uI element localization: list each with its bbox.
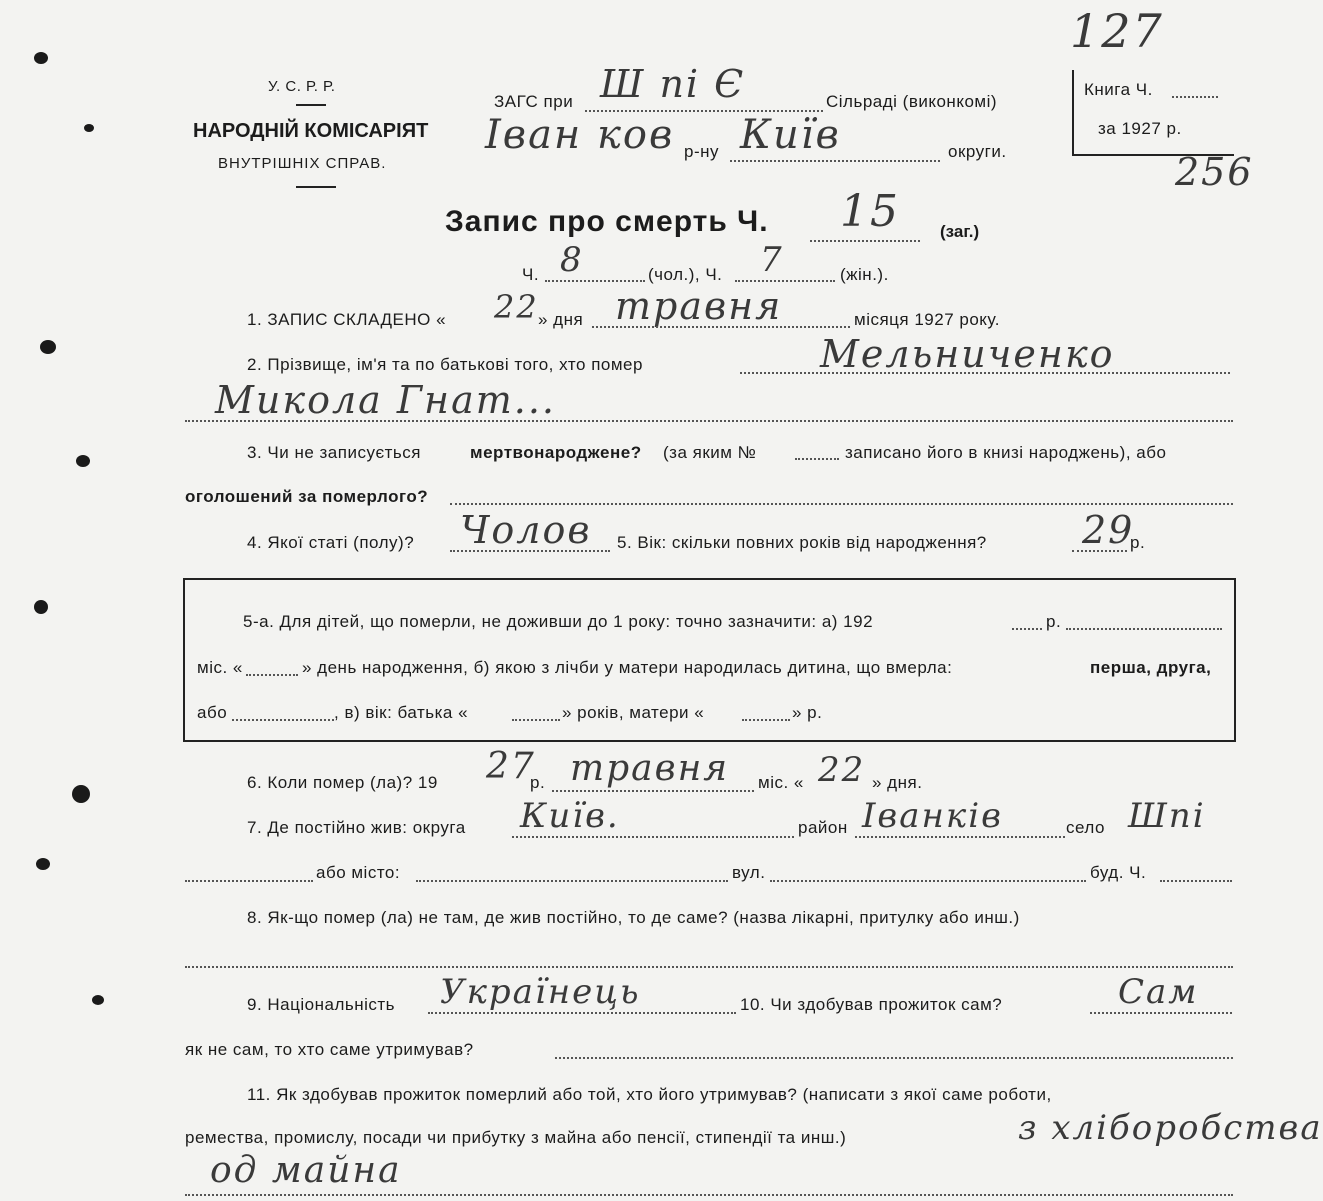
field-4-label: 4. Якої статі (полу)? bbox=[247, 533, 415, 552]
header-internal-affairs: ВНУТРІШНІХ СПРАВ. bbox=[218, 155, 387, 172]
infant-line-2-b: » день народження, б) якою з лічби у матери народилась дитина, що вмерла: bbox=[302, 658, 953, 677]
field-10-label: 10. Чи здобував прожиток сам? bbox=[740, 995, 1003, 1014]
field-9-dots bbox=[428, 1012, 736, 1014]
female-count: 7 bbox=[760, 240, 784, 280]
field-3-number-dots bbox=[795, 458, 839, 460]
field-7b-vul-dots bbox=[770, 880, 1086, 882]
field-1-month: травня bbox=[615, 284, 783, 328]
infant-line-3-d: » р. bbox=[792, 703, 823, 722]
male-count: 8 bbox=[560, 240, 584, 280]
field-7-selo: Шпі bbox=[1128, 796, 1206, 836]
field-7b-vul: вул. bbox=[732, 863, 766, 882]
field-11b-label: ремества, промислу, посади чи прибутку з майна або пенсії, стипендії та инш.) bbox=[185, 1128, 847, 1147]
field-7b-misto: або місто: bbox=[316, 863, 401, 882]
zags-village-value: Ш пі Є bbox=[600, 62, 746, 106]
field-2-surname: Мельниченко bbox=[820, 332, 1115, 376]
binder-hole bbox=[34, 600, 48, 614]
field-7-okruga-dots bbox=[512, 836, 794, 838]
infant-order-dots bbox=[232, 719, 334, 721]
field-6-day: 22 bbox=[818, 750, 866, 790]
field-9-label: 9. Національність bbox=[247, 995, 396, 1014]
field-3-declared-dead: оголошений за померлого? bbox=[185, 487, 429, 506]
book-label: Книга Ч. bbox=[1084, 80, 1153, 99]
book-dots bbox=[1172, 96, 1218, 98]
infant-day-dots bbox=[246, 674, 298, 676]
page-number-side: 256 bbox=[1175, 150, 1254, 194]
male-label: (чол.), Ч. bbox=[648, 265, 723, 284]
header-commissariat: НАРОДНІЙ КОМІСАРІЯТ bbox=[193, 120, 429, 142]
field-2-name-dots bbox=[185, 420, 1233, 422]
infant-line-2-bold: перша, друга, bbox=[1090, 658, 1212, 677]
field-10-value: Сам bbox=[1118, 972, 1199, 1012]
field-6-label: 6. Коли помер (ла)? 19 bbox=[247, 773, 438, 792]
infant-father-dots bbox=[512, 719, 560, 721]
page-number-top: 127 bbox=[1070, 4, 1164, 58]
infant-line-1: 5-а. Для дітей, що померли, не доживши до 1 року: точно зазначити: а) 192 bbox=[243, 612, 874, 631]
count-label: Ч. bbox=[522, 265, 540, 284]
record-number-dots bbox=[810, 240, 920, 242]
male-count-dots bbox=[545, 280, 645, 282]
field-2-surname-dots bbox=[740, 372, 1230, 374]
field-7-rayon: Іванків bbox=[862, 796, 1003, 836]
field-9-value: Українець bbox=[440, 972, 641, 1012]
field-4-dots bbox=[450, 550, 610, 552]
divider bbox=[296, 186, 336, 188]
field-11-value: з хліборобства bbox=[1018, 1108, 1323, 1148]
field-1-end: місяця 1927 року. bbox=[854, 310, 1000, 329]
field-7-rayon-label: район bbox=[798, 818, 848, 837]
female-count-dots bbox=[735, 280, 835, 282]
record-number: 15 bbox=[840, 186, 900, 237]
binder-hole bbox=[40, 340, 56, 354]
field-1-label: 1. ЗАПИС СКЛАДЕНО « bbox=[247, 310, 447, 329]
infant-line-3-c: » років, матери « bbox=[562, 703, 705, 722]
infant-mother-dots bbox=[742, 719, 790, 721]
field-6-month-dots bbox=[552, 790, 754, 792]
field-3-label-c: записано його в книзі народжень), або bbox=[845, 443, 1167, 462]
field-7b-misto-dots bbox=[416, 880, 728, 882]
field-10-dots bbox=[1090, 1012, 1232, 1014]
zags-suffix: Сільраді (виконкомі) bbox=[826, 92, 998, 111]
field-4-value: Чолов bbox=[460, 508, 592, 552]
binder-hole bbox=[76, 455, 90, 467]
field-6-year: 27 bbox=[486, 746, 536, 787]
infant-line-3-b: , в) вік: батька « bbox=[334, 703, 469, 722]
field-5-label: 5. Вік: скільки повних років від народження? bbox=[617, 533, 987, 552]
field-11-dots bbox=[185, 1194, 1233, 1196]
field-5-dots bbox=[1072, 550, 1127, 552]
field-7b-bud-dots bbox=[1160, 880, 1232, 882]
rayon-value: Іван ков bbox=[485, 112, 675, 158]
infant-line-1-end: р. bbox=[1046, 612, 1062, 631]
binder-hole bbox=[92, 995, 104, 1005]
field-3-declared-dots bbox=[450, 503, 1233, 505]
binder-hole bbox=[84, 124, 94, 132]
field-5-value: 29 bbox=[1082, 508, 1135, 552]
field-6-mis: міс. « bbox=[758, 773, 804, 792]
field-3-label-a: 3. Чи не записується bbox=[247, 443, 421, 462]
field-2-name: Микола Гнат... bbox=[215, 378, 556, 422]
field-3-stillborn: мертвонароджене? bbox=[470, 443, 642, 462]
field-8-dots bbox=[185, 966, 1233, 968]
binder-hole bbox=[36, 858, 50, 870]
binder-hole bbox=[34, 52, 48, 64]
okruga-label: округи. bbox=[948, 142, 1007, 161]
field-3-label-b: (за яким № bbox=[663, 443, 757, 462]
field-1-month-dots bbox=[592, 326, 850, 328]
rayon-label: р-ну bbox=[684, 142, 720, 161]
binder-hole bbox=[72, 785, 90, 803]
field-7-okruga: Київ. bbox=[520, 796, 620, 836]
field-7-rayon-dots bbox=[855, 836, 1065, 838]
field-1-day: 22 bbox=[494, 288, 539, 326]
field-7-label: 7. Де постійно жив: округа bbox=[247, 818, 466, 837]
infant-line-3-a: або bbox=[197, 703, 228, 722]
field-10b-label: як не сам, то хто саме утримував? bbox=[185, 1040, 474, 1059]
field-8-label: 8. Як-що помер (ла) не там, де жив постійно, то де саме? (назва лікарні, притулку або инш.) bbox=[247, 908, 1020, 927]
field-11-value-2: од майна bbox=[210, 1150, 402, 1191]
female-label: (жін.). bbox=[840, 265, 889, 284]
field-6-end: » дня. bbox=[872, 773, 923, 792]
divider bbox=[296, 104, 326, 106]
infant-year-dots bbox=[1012, 628, 1042, 630]
record-title-suffix: (заг.) bbox=[940, 222, 980, 241]
infant-line-2-a: міс. « bbox=[197, 658, 243, 677]
header-ussr: У. С. Р. Р. bbox=[268, 78, 336, 95]
book-year: за 1927 р. bbox=[1098, 119, 1182, 138]
field-1-mid: » дня bbox=[538, 310, 584, 329]
zags-prefix: ЗАГС при bbox=[494, 92, 574, 111]
field-6-r: р. bbox=[530, 773, 546, 792]
field-11-label: 11. Як здобував прожиток померлий або той, хто його утримував? (написати з якої саме роботи, bbox=[247, 1085, 1052, 1104]
field-7-selo-label: село bbox=[1066, 818, 1105, 837]
okruga-dots bbox=[730, 160, 940, 162]
field-7b-start-dots bbox=[185, 880, 313, 882]
field-7b-bud: буд. Ч. bbox=[1090, 863, 1147, 882]
field-10b-dots bbox=[555, 1057, 1233, 1059]
infant-line-1-dots bbox=[1066, 628, 1222, 630]
field-6-month: травня bbox=[570, 748, 730, 789]
okruga-value: Київ bbox=[740, 112, 841, 158]
record-title: Запис про смерть Ч. bbox=[445, 205, 769, 238]
field-5-end: р. bbox=[1130, 533, 1146, 552]
field-2-label: 2. Прізвище, ім'я та по батькові того, хто помер bbox=[247, 355, 643, 374]
